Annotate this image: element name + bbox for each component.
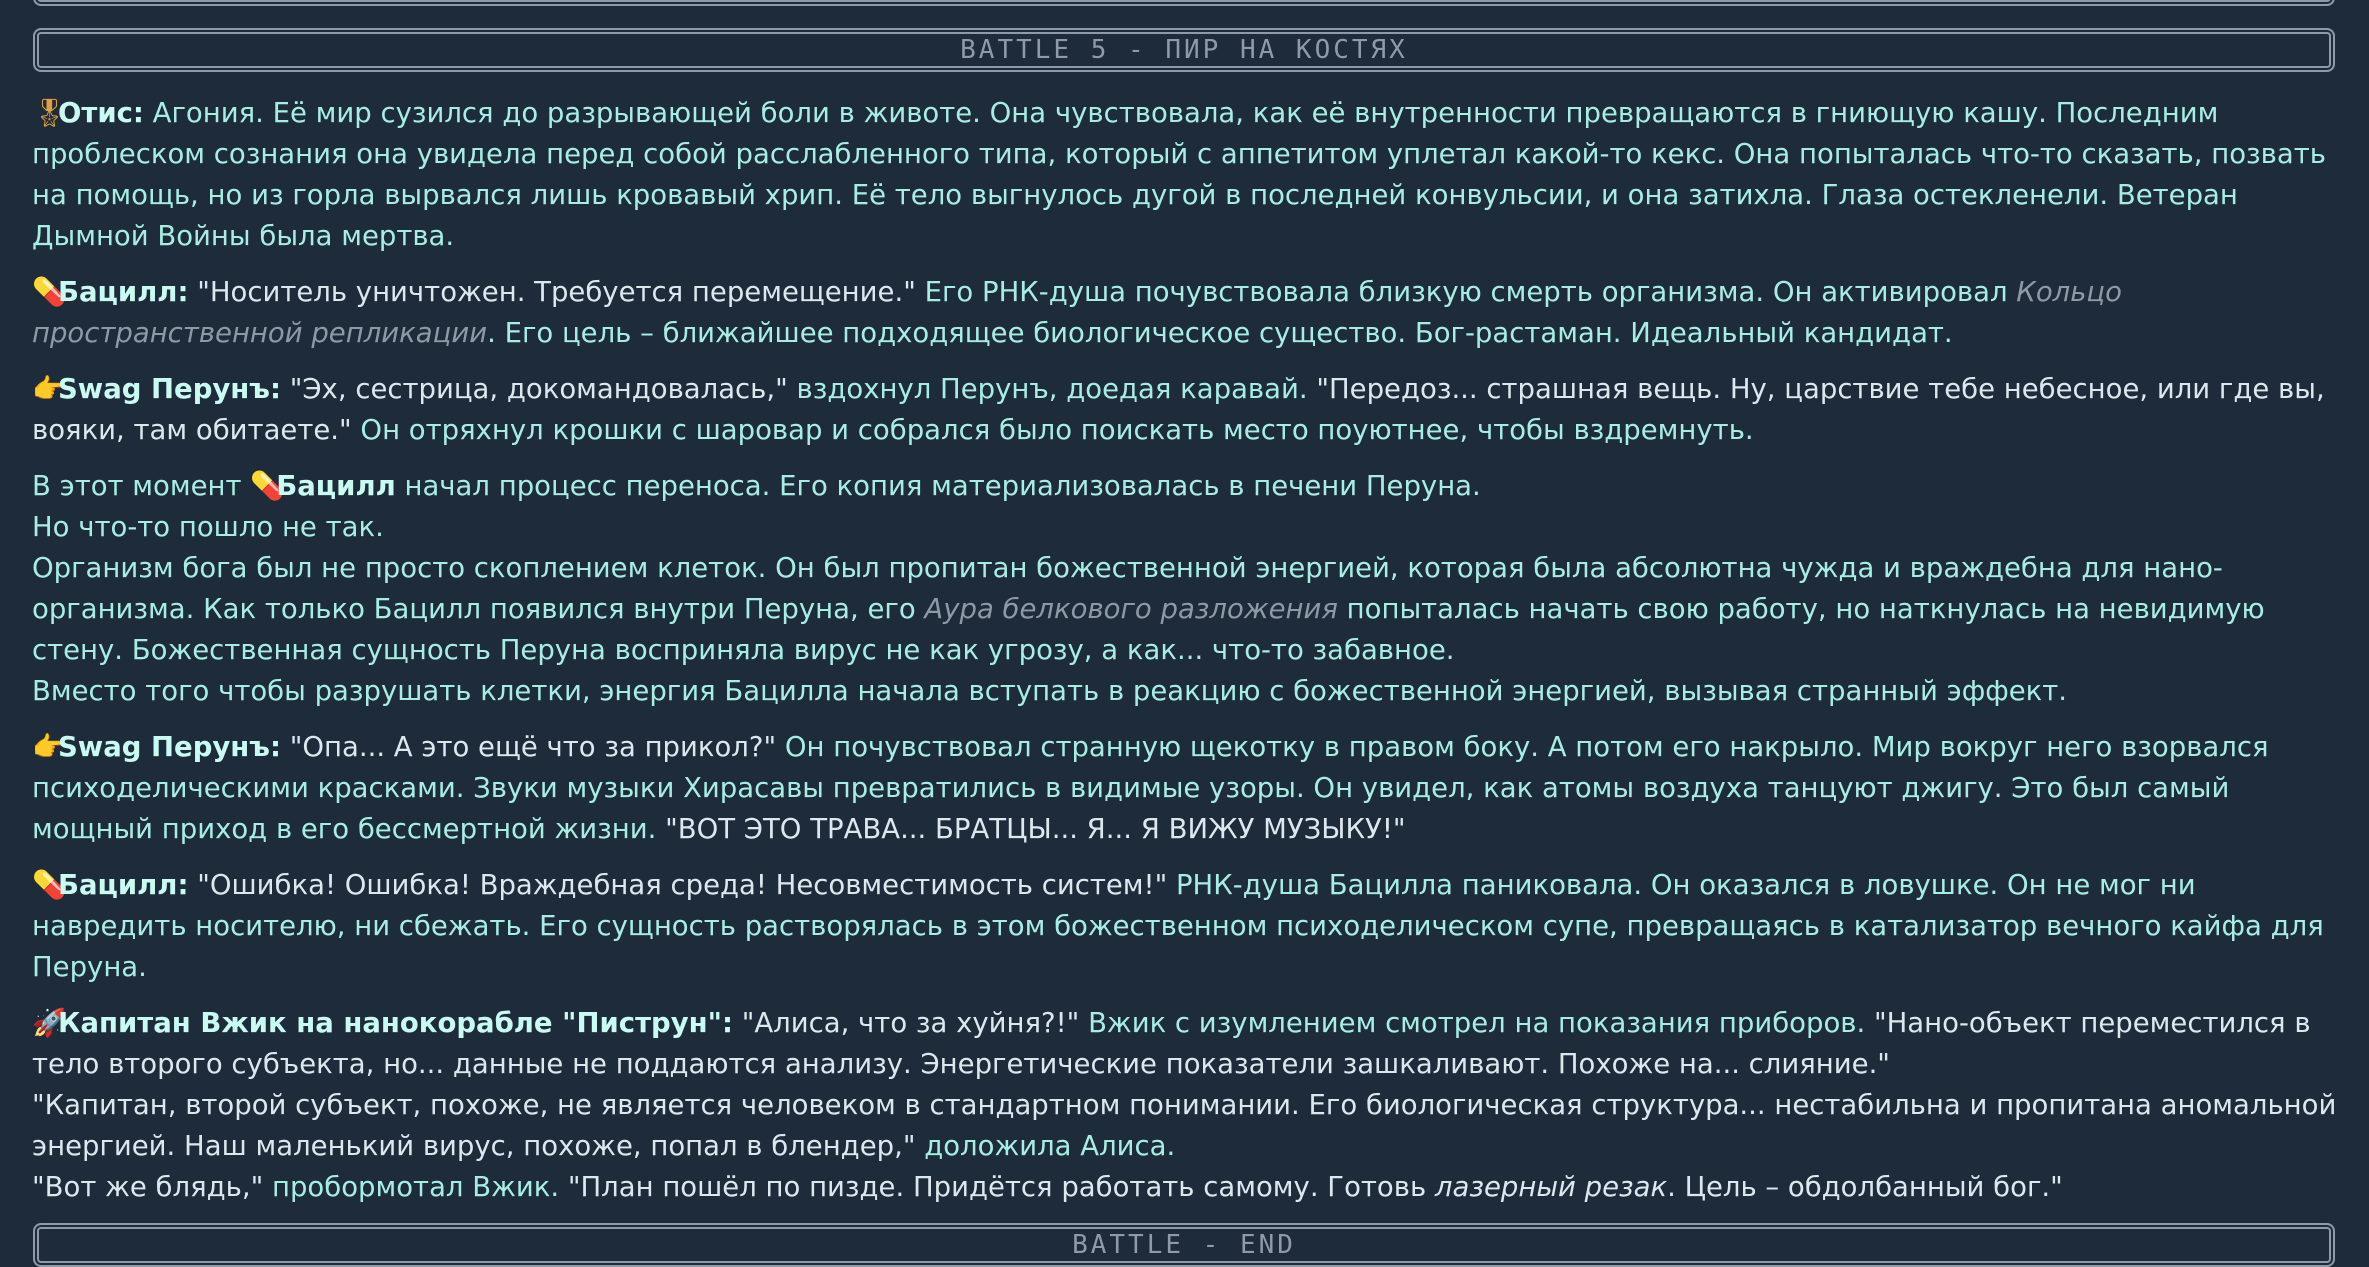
pointing-hand-icon: 👉 [32, 373, 67, 405]
narration-text: доложила Алиса. [915, 1130, 1176, 1162]
narration-text: Организм бога был не просто скоплением клеток. Он был пропитан божественной энергией, которая была абсолютна чужда и враждебна для нано-организма. Как только Бацилл появился внутри Перуна, его [32, 552, 2223, 625]
speaker-name: Капитан Вжик на нанокорабле "Пиструн": [58, 1007, 733, 1039]
log-entry-otis [32, 93, 2338, 257]
log-entry-bacill [32, 272, 2338, 354]
battle-end-banner: BATTLE - END [33, 1223, 2335, 1267]
speech-text: "Капитан, второй субъект, похоже, не является человеком в стандартном понимании. Его биологическая структура... нестабильна и пропитана аномальной энергией. Наш маленький вирус, похоже, попал в блендер," [32, 1089, 2337, 1162]
speaker-name: Отис: [58, 97, 144, 129]
speaker-name: Swag Перунъ: [58, 731, 281, 763]
speech-text: "Передоз... страшная вещь. Ну, царствие тебе небесное, или где вы, вояки, там обитаете." [32, 373, 2325, 446]
narration-text: Вместо того чтобы разрушать клетки, энергия Бацилла начала вступать в реакцию с божественной энергией, вызывая странный эффект. [32, 675, 2068, 707]
pill-icon: 💊 [32, 276, 67, 308]
item-name: лазерный резак [1434, 1171, 1668, 1203]
item-name: Аура белкового разложения [924, 593, 1338, 625]
pointing-hand-icon: 👉 [32, 731, 67, 763]
narration-text: . Его цель – ближайшее подходящее биологическое существо. Бог-растаман. Идеальный кандидат. [487, 317, 1953, 349]
speech-text: "Эх, сестрица, докомандовалась," [280, 373, 788, 405]
narration-text: начал процесс переноса. Его копия материализовалась в печени Перуна. [395, 470, 1481, 502]
item-name: Кольцо пространственной репликации [32, 276, 2122, 349]
rocket-icon: 🚀 [32, 1007, 67, 1039]
narration-text: попыталась начать свою работу, но наткнулась на невидимую стену. Божественная сущность Перуна восприняла вирус не как угрозу, а как... что-то забавное. [32, 593, 2265, 666]
narration-text: Он отряхнул крошки с шаровар и собрался было поискать место поуютнее, чтобы вздремнуть. [351, 414, 1754, 446]
log-entry-narration [32, 466, 2338, 712]
speech-text: "Вот же блядь," [32, 1171, 264, 1203]
narration-text: В этот момент [32, 470, 251, 502]
log-entry-bacill [32, 865, 2338, 988]
log-entry-perun [32, 369, 2338, 451]
narration-text: Агония. Её мир сузился до разрывающей боли в животе. Она чувствовала, как её внутренности превращаются в гниющую кашу. Последним проблеском сознания она увидела перед собой расслабленного типа, который с аппетитом уплетал какой-то кекс. Она попыталась что-то сказать, позвать на помощь, но из горла вырвался лишь кровавый хрип. Её тело выгнулось дугой в последней конвульсии, и она затихла. Глаза остекленели. Ветеран Дымной Войны была мертва. [32, 97, 2326, 252]
speaker-name: Бацилл [276, 470, 396, 502]
log-entry-vzhik [32, 1003, 2338, 1208]
speech-text: "Ошибка! Ошибка! Враждебная среда! Несовместимость систем!" [188, 869, 1168, 901]
narration-text: Вжик с изумлением смотрел на показания приборов. [1079, 1007, 1874, 1039]
medal-icon: 🎖 [32, 97, 67, 129]
speaker-name: Swag Перунъ: [58, 373, 281, 405]
battle-log [32, 0, 2338, 1267]
narration-text: Он почувствовал странную щекотку в правом боку. А потом его накрыло. Мир вокруг него взорвался психоделическими красками. Звуки музыки Хирасавы превратились в видимые узоры. Он увидел, как атомы воздуха танцуют джигу. Это был самый мощный приход в его бессмертной жизни. [32, 731, 2269, 845]
speaker-name: Бацилл: [58, 869, 189, 901]
speech-text: "Нано-объект переместился в тело второго субъекта, но... данные не поддаются анализу. Энергетические показатели зашкаливают. Похоже на... слияние." [32, 1007, 2311, 1080]
log-entry-perun [32, 727, 2338, 850]
narration-text: Но что-то пошло не так. [32, 511, 384, 543]
speech-text: . Цель – обдолбанный бог." [1667, 1171, 2063, 1203]
battle-title-banner: BATTLE 5 - ПИР НА КОСТЯХ [33, 28, 2335, 72]
narration-text: РНК-душа Бацилла паниковала. Он оказался в ловушке. Он не мог ни навредить носителю, ни сбежать. Его сущность растворялась в этом божественном психоделическом супе, превращаясь в катализатор вечного кайфа для Перуна. [32, 869, 2324, 983]
speaker-name: Бацилл: [58, 276, 189, 308]
pill-icon: 💊 [32, 869, 67, 901]
narration-text: вздохнул Перунъ, доедая каравай. [787, 373, 1317, 405]
speech-text: "ВОТ ЭТО ТРАВА... БРАТЦЫ... Я... Я ВИЖУ МУЗЫКУ!" [665, 813, 1406, 845]
speech-text: "План пошёл по пизде. Придётся работать самому. Готовь [567, 1171, 1435, 1203]
pill-icon: 💊 [250, 470, 285, 502]
speech-text: "Опа... А это ещё что за прикол?" [280, 731, 777, 763]
speech-text: "Алиса, что за хуйня?!" [732, 1007, 1080, 1039]
narration-text: пробормотал Вжик. [263, 1171, 568, 1203]
narration-text: Его РНК-душа почувствовала близкую смерть организма. Он активировал [915, 276, 2017, 308]
speech-text: "Носитель уничтожен. Требуется перемещение." [188, 276, 916, 308]
